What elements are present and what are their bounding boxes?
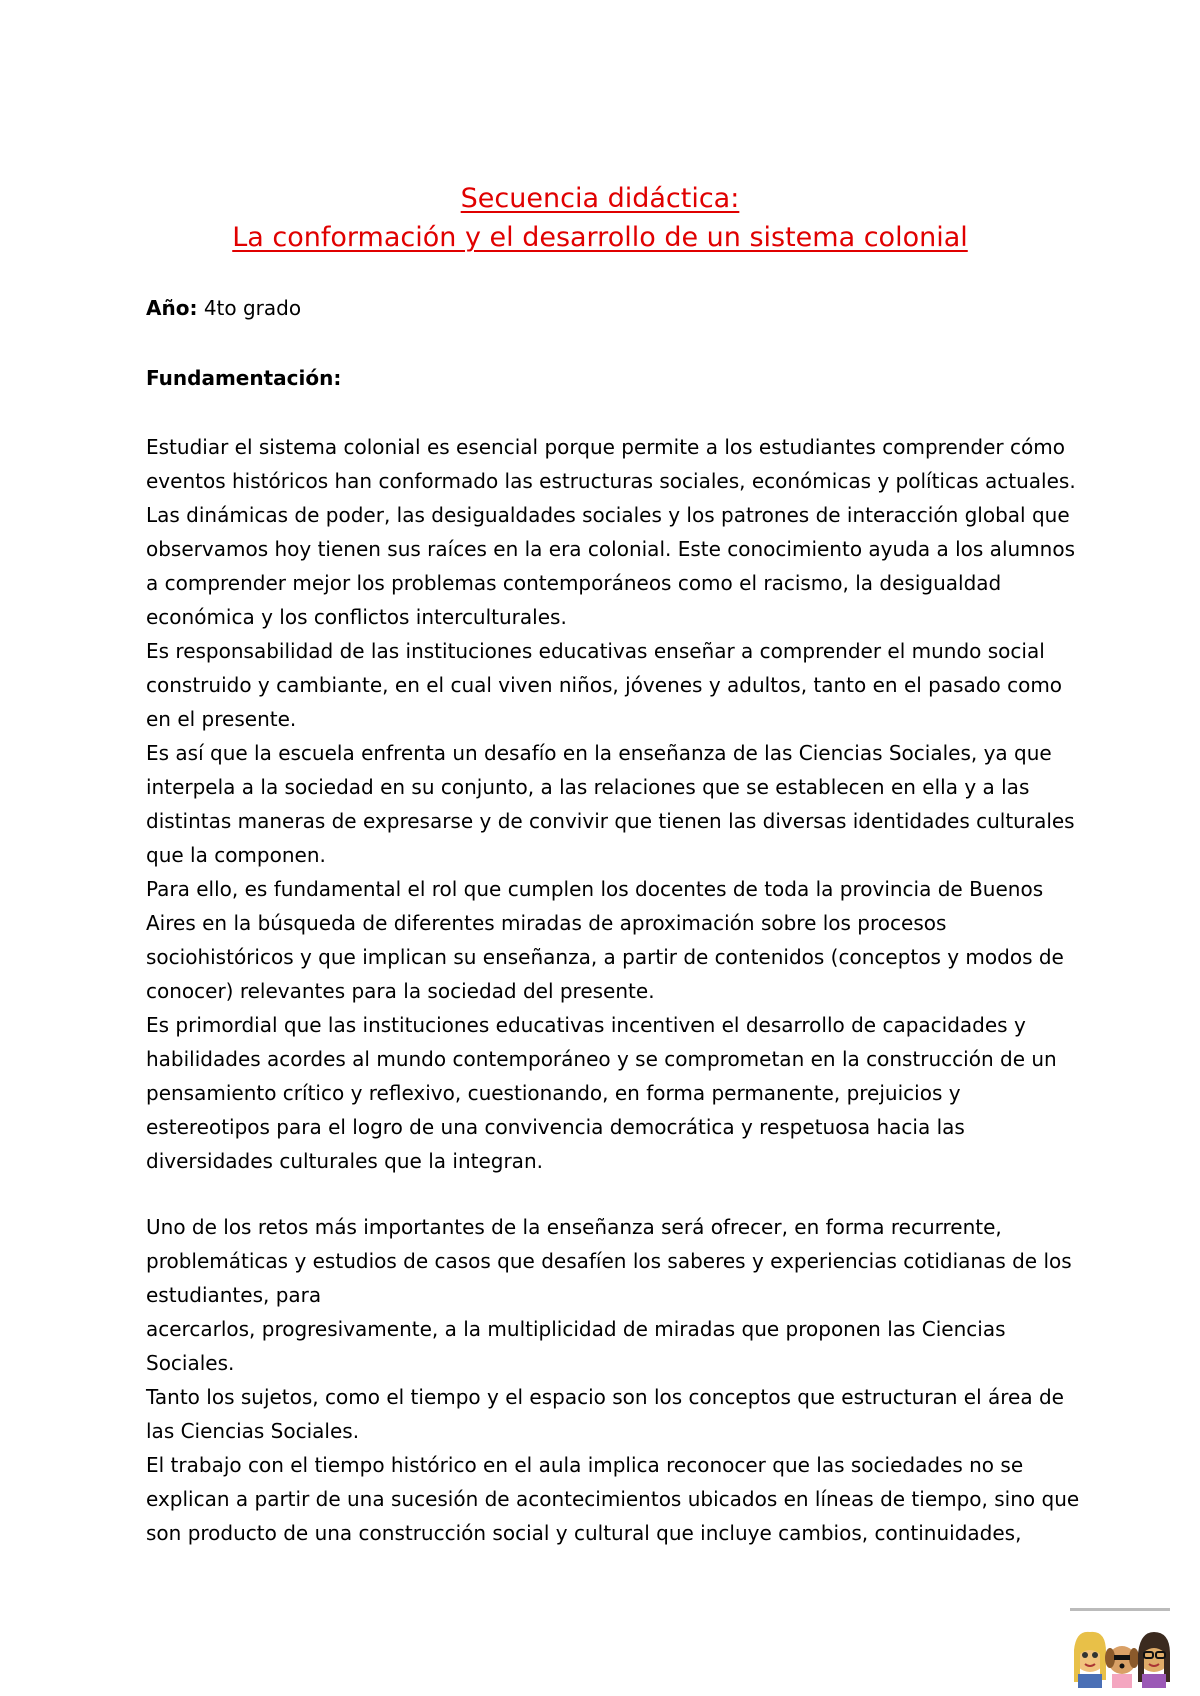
paragraph: acercarlos, progresivamente, a la multiplicidad de miradas que proponen las Ciencias Sociales.	[146, 1317, 1006, 1375]
year-value: 4to grado	[203, 296, 302, 320]
section-heading: Fundamentación:	[146, 366, 342, 390]
paragraph: Uno de los retos más importantes de la enseñanza será ofrecer, en forma recurrente, problemáticas y estudios de casos que desafíen los saberes y experiencias cotidianas de los estudiantes, para	[146, 1215, 1072, 1307]
title-line-2: La conformación y el desarrollo de un sistema colonial	[232, 222, 968, 253]
paragraph: Es así que la escuela enfrenta un desafío en la enseñanza de las Ciencias Sociales, ya que interpela a la sociedad en su conjunto, a las relaciones que se establecen en ella y a las distintas maneras de expresarse y de convivir que tienen las diversas identidades culturales que la componen.	[146, 741, 1075, 867]
year-line	[146, 296, 1086, 320]
paragraph: Es primordial que las instituciones educativas incentiven el desarrollo de capacidades y habilidades acordes al mundo contemporáneo y se comprometan en la construcción de un pensamiento crítico y reflexivo, cuestionando, en forma permanente, prejuicios y estereotipos para el logro de una convivencia democrática y respetuosa hacia las diversidades culturales que la integran.	[146, 1013, 1057, 1173]
year-label: Año:	[146, 296, 198, 320]
paragraph: Estudiar el sistema colonial es esencial porque permite a los estudiantes comprender cómo eventos históricos han conformado las estructuras sociales, económicas y políticas actuales. Las dinámicas de poder, las desigualdades sociales y los patrones de interacción global que observamos hoy tienen sus raíces en la era colonial. Este conocimiento ayuda a los alumnos a comprender mejor los problemas contemporáneos como el racismo, la desigualdad económica y los conflictos interculturales.	[146, 435, 1076, 629]
paragraph: El trabajo con el tiempo histórico en el aula implica reconocer que las sociedades no se explican a partir de una sucesión de acontecimientos ubicados en líneas de tiempo, sino que son producto de una construcción social y cultural que incluye cambios, continuidades,	[146, 1453, 1080, 1545]
paragraph: Para ello, es fundamental el rol que cumplen los docentes de toda la provincia de Buenos Aires en la búsqueda de diferentes miradas de aproximación sobre los procesos sociohistóricos y que implican su enseñanza, a partir de contenidos (conceptos y modos de conocer) relevantes para la sociedad del presente.	[146, 877, 1064, 1003]
paragraph-block-1	[146, 430, 1086, 1178]
paragraph: Tanto los sujetos, como el tiempo y el espacio son los conceptos que estructuran el área de las Ciencias Sociales.	[146, 1385, 1064, 1443]
paragraph-block-2	[146, 1210, 1086, 1550]
teachers-logo	[1060, 1600, 1180, 1692]
paragraph: Es responsabilidad de las instituciones educativas enseñar a comprender el mundo social construido y cambiante, en el cual viven niños, jóvenes y adultos, tanto en el pasado como en el presente.	[146, 639, 1063, 731]
title-line-1: Secuencia didáctica:	[460, 183, 740, 214]
teachers-illustration-icon	[1060, 1600, 1180, 1692]
